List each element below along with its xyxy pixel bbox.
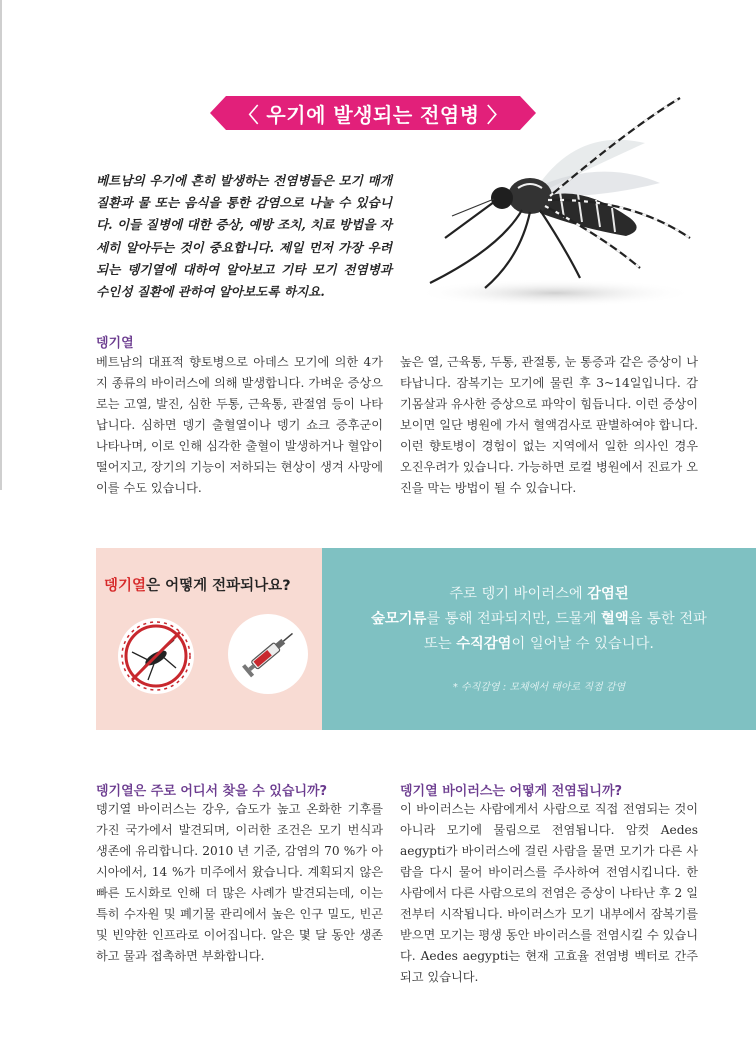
panel-right [322,548,756,730]
how-paragraph: 이 바이러스는 사람에게서 사람으로 직접 전염되는 것이 아니라 모기에 물림으로 전염됩니다. 암컷 Aedes aegypti가 바이러스에 걸린 사람을 물면 모기가 다른 사람을 다시 물어 바이러스를 주사하여 전염시킵니다. 한 사람에서 다른 사람으로의 전염은 증상이 나타난 후 2 일 전부터 시작됩니다. 바이러스가 모기 내부에서 잠복기를 받으면 모기는 평생 동안 바이러스를 전염시킬 수 있습니다. Aedes aegypti는 현재 고효율 전염병 벡터로 간주되고 있습니다. [400,802,698,984]
line3-a: 또는 [424,636,457,652]
where-paragraph: 뎅기열 바이러스는 강우, 습도가 높고 온화한 기후를 가진 국가에서 발견되며, 이러한 조건은 모기 번식과 생존에 유리합니다. 2010 년 기준, 감염의 70 %가 아시아에서, 14 %가 미주에서 왔습니다. 계획되지 않은 빠른 도시화로 인해 더 많은 사례가 발견되는데, 이는 특히 수자원 및 폐기물 관리에서 높은 인구 밀도, 빈곤 및 빈약한 인프라로 이어집니다. 알은 몇 달 동안 생존하고 물과 접촉하면 부화합니다. [96,802,383,963]
panel-question-highlight: 뎅기열 [104,578,147,594]
line1-b: 감염된 [587,586,629,602]
line3-b: 수직감염 [456,636,512,652]
where-heading: 뎅기열은 주로 어디서 찾을 수 있습니까? [96,784,328,799]
line2-d: 을 통한 전파 [628,611,707,627]
how-heading: 뎅기열 바이러스는 어떻게 전염됩니까? [400,784,623,799]
dengue-column-1: 베트남의 대표적 향토병으로 아데스 모기에 의한 4가지 종류의 바이러스에 의해 발생합니다. 가벼운 증상으로는 고열, 발진, 심한 두통, 근육통, 관절염 등이 나타납니다. 심하면 뎅기 출혈열이나 뎅기 쇼크 증후군이 나타나며, 이로 인해 심각한 출혈이 발생하거나 혈압이 떨어지고, 장기의 기능이 저하되는 현상이 생겨 사망에 이를 수도 있습니다. [96,355,383,495]
page-edge-rule [0,0,2,490]
panel-question [104,574,324,595]
dengue-heading: 뎅기열 [96,336,134,351]
syringe-icon [228,614,308,694]
line2-c: 혈액 [601,611,629,627]
panel-left [96,548,322,730]
line1-a: 주로 뎅기 바이러스에 [449,586,588,602]
section-title: 〈 우기에 발생되는 전염병 〉 [238,102,508,127]
vertical-infection-note: * 수직감염 : 모체에서 태아로 직접 감염 [452,682,626,693]
transmission-description [322,582,756,657]
mosquito-illustration [390,88,720,318]
no-mosquito-icon [118,618,194,694]
line3-c: 이 일어날 수 있습니다. [511,636,654,652]
panel-question-rest: 은 어떻게 전파되나요? [146,578,291,594]
intro-paragraph: 베트남의 우기에 흔히 발생하는 전염병들은 모기 매개 질환과 물 또는 음식을 통한 감염으로 나눌 수 있습니다. 이들 질병에 대한 증상, 예방 조치, 치료 방법을 자세히 알아두는 것이 중요합니다. 제일 먼저 가장 우려되는 뎅기열에 대하여 알아보고 기타 모기 전염병과 수인성 질환에 관하여 알아보도록 하지요. [96,173,392,300]
line2-b: 를 통해 전파되지만, 드물게 [426,611,602,627]
transmission-info-panel [96,548,756,730]
line2-a: 숲모기류 [371,611,427,627]
dengue-column-2: 높은 열, 근육통, 두통, 관절통, 눈 통증과 같은 증상이 나타납니다. 잠복기는 모기에 물린 후 3~14일입니다. 감기몸살과 유사한 증상으로 파악이 힘듭니다. 이런 증상이 보이면 일단 병원에 가서 혈액검사로 판별하여야 합니다. 이런 향토병이 경험이 없는 지역에서 일한 의사인 경우 오진우려가 있습니다. 가능하면 로컬 병원에서 진료가 오진을 막는 방법이 될 수 있습니다. [400,355,698,495]
